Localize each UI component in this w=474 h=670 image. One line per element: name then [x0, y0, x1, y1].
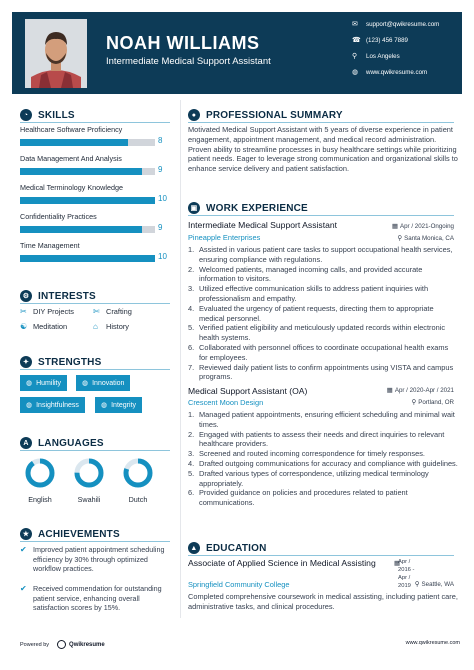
achievements-heading: ★ ACHIEVEMENTS	[20, 528, 120, 540]
candidate-role: Intermediate Medical Support Assistant	[106, 56, 271, 67]
bullet-item: 2. Welcomed patients, managed incoming calls, and provided accurate information to visitors.	[188, 264, 423, 284]
bullet-item: 6. Provided guidance on policies and procedures related to patient communications.	[188, 488, 408, 508]
achievement-text: Improved patient appointment scheduling efficiency by 30% through optimized workflow practices.	[33, 545, 165, 573]
skill-fill	[20, 226, 142, 233]
briefcase-icon: ▣	[188, 202, 200, 214]
skill-bar	[20, 139, 155, 146]
interest-item: ✂ DIY Projects	[20, 307, 74, 316]
pie-chart-icon: ◔	[20, 109, 32, 121]
skill-value: 8	[158, 136, 163, 145]
language-item	[72, 458, 106, 504]
bullet-item: 4. Drafted outgoing communications for accuracy and compliance with guidelines.	[188, 458, 458, 468]
bullet-item: 2. Engaged with patients to assess their needs and direct inquiries to relevant healthcare providers.	[188, 429, 445, 449]
skill-label: Confidentiality Practices	[20, 212, 97, 221]
job-location: ⚲ Santa Monica, CA	[397, 235, 454, 242]
strength-tag: ◍ Innovation	[76, 375, 130, 391]
skill-label: Medical Terminology Knowledge	[20, 183, 123, 192]
bullet-item: 4. Evaluated the urgency of patient requests, directing them to appropriate medical personnel.	[188, 303, 434, 323]
bullet-item: 1. Assisted in various patient care tasks to support occupational health services, ensuring compliance with regulations.	[188, 245, 453, 264]
company-name: Crescent Moon Design	[188, 398, 264, 407]
bullet-item: 5. Verified patient eligibility and meticulously updated records within electronic health systems.	[188, 323, 446, 343]
contact-website[interactable]: ◍ www.qwikresume.com	[352, 68, 428, 76]
bullet-item: 5. Drafted various types of correspondence, utilizing medical terminology appropriately.	[188, 468, 429, 488]
job-bullets	[188, 410, 458, 508]
strength-tag: ◍ Humility	[20, 375, 67, 391]
brand-logo[interactable]: Qwikresume	[57, 640, 105, 649]
achievement-item	[20, 584, 170, 613]
resume-header	[12, 12, 462, 94]
experience-heading: ▣ WORK EXPERIENCE	[188, 202, 308, 214]
qwikresume-logo-icon	[57, 640, 66, 649]
skill-value: 9	[158, 165, 163, 174]
skill-item	[20, 241, 170, 261]
job-location: ⚲ Portland, OR	[411, 399, 454, 406]
job-dates: ▦ Apr / 2021-Ongoing	[391, 223, 454, 230]
education-heading: ▲ EDUCATION	[188, 542, 267, 554]
strength-icon: ◍	[26, 380, 33, 387]
strength-icon: ◍	[82, 380, 89, 387]
bullet-item: 3. Utilized effective communication skills to address patient inquiries with professionalism and empathy.	[188, 284, 429, 303]
interest-item: ⌂ History	[93, 322, 129, 331]
languages-rule	[20, 450, 170, 451]
calendar-icon: ▦	[386, 387, 393, 394]
skill-bar	[20, 168, 155, 175]
flexed-arm-icon: ✦	[20, 356, 32, 368]
contact-email[interactable]: ✉ support@qwikresume.com	[352, 20, 440, 28]
footer-url[interactable]: www.qwikresume.com	[405, 640, 460, 646]
skill-label: Time Management	[20, 241, 80, 250]
skill-bar	[20, 255, 155, 262]
globe-icon: ◍	[352, 69, 359, 76]
job-bullets	[188, 245, 458, 382]
summary-rule	[188, 122, 454, 123]
interest-item: ✄ Crafting	[93, 307, 132, 316]
interests-rule	[20, 303, 170, 304]
bullet-item: 7. Reviewed daily patient lists to confirm appointments using VISTA and campus programs.	[188, 362, 454, 382]
language-ring	[72, 458, 106, 488]
job-title: Intermediate Medical Support Assistant	[188, 220, 338, 230]
footer	[20, 640, 105, 649]
education-dates: Apr / 2016 - Apr / 2019	[398, 559, 415, 589]
trophy-icon: ★	[20, 528, 32, 540]
strength-tag: ◍ Insightfulness	[20, 397, 85, 413]
language-label: English	[28, 495, 52, 504]
location-icon: ⚲	[397, 235, 403, 242]
contact-location: ⚲ Los Angeles	[352, 52, 400, 60]
contact-phone[interactable]: ☎ (123) 456 7889	[352, 36, 408, 44]
skill-bar	[20, 197, 155, 204]
strength-icon: ◍	[101, 402, 108, 409]
skill-item	[20, 154, 170, 174]
bullet-item: 1. Managed patient appointments, ensuring efficient scheduling and minimal wait times.	[188, 410, 455, 429]
email-icon: ✉	[352, 21, 358, 28]
column-divider	[180, 100, 181, 618]
achievement-item	[20, 545, 170, 574]
translate-icon: A	[20, 437, 32, 449]
education-rule	[188, 555, 454, 556]
language-ring	[23, 458, 57, 488]
summary-heading: ● PROFESSIONAL SUMMARY	[188, 109, 343, 121]
skill-label: Healthcare Software Proficiency	[20, 125, 123, 134]
profile-photo	[25, 19, 87, 88]
degree-title: Associate of Applied Science in Medical Assisting	[188, 558, 376, 568]
school-name: Springfield Community College	[188, 580, 290, 589]
job-dates: ▦ Apr / 2020-Apr / 2021	[386, 387, 454, 394]
strength-tag: ◍ Integrity	[95, 397, 142, 413]
skill-value: 9	[158, 223, 163, 232]
strength-icon: ◍	[26, 402, 33, 409]
powered-by-label: Powered by	[20, 641, 50, 648]
tools-icon: ✂	[20, 307, 27, 316]
user-icon: ●	[188, 109, 200, 121]
interests-heading: ⚙ INTERESTS	[20, 290, 96, 302]
location-icon: ⚲	[414, 581, 420, 588]
strengths-rule	[20, 369, 170, 370]
achievements-rule	[20, 541, 170, 542]
skill-fill	[20, 168, 142, 175]
languages-heading: A LANGUAGES	[20, 437, 104, 449]
experience-rule	[188, 215, 454, 216]
skill-fill	[20, 139, 128, 146]
calendar-icon: ▦	[394, 560, 401, 567]
job-title: Medical Support Assistant (OA)	[188, 386, 308, 396]
skill-fill	[20, 197, 155, 204]
language-item	[23, 458, 57, 504]
summary-text: Motivated Medical Support Assistant with 5 years of diverse experience in patient engagement, appointment management, and medical record administration. Proven ability to streamline processes in busy healthcare settings while prioritizing patient needs. Eager to leverage strong communication and organizational skills to enhance service delivery and patient satisfaction.	[188, 125, 458, 174]
skill-label: Data Management And Analysis	[20, 154, 122, 163]
strengths-heading: ✦ STRENGTHS	[20, 356, 101, 368]
language-label: Dutch	[128, 495, 148, 504]
achievement-text: Received commendation for outstanding patient service, enhancing overall satisfaction scores by 15%.	[33, 584, 162, 612]
scissors-icon: ✄	[93, 307, 100, 316]
check-circle-icon: ✔	[20, 545, 27, 554]
skills-rule	[20, 122, 170, 123]
interest-item: ☯ Meditation	[20, 322, 68, 331]
location-icon: ⚲	[411, 399, 417, 406]
check-circle-icon: ✔	[20, 584, 27, 593]
bullet-item: 3. Screened and routed incoming correspondence for timely responses.	[188, 449, 425, 459]
skill-fill	[20, 255, 155, 262]
skill-item	[20, 212, 170, 232]
graduation-cap-icon: ▲	[188, 542, 200, 554]
bullet-item: 6. Collaborated with personnel offices to coordinate occupational health exams for employees.	[188, 342, 449, 362]
phone-icon: ☎	[352, 37, 361, 44]
company-name: Pineapple Enterprises	[188, 233, 261, 242]
education-text: Completed comprehensive coursework in medical assisting, including patient care, administrative tasks, and clinical procedures.	[188, 592, 458, 611]
skill-value: 10	[158, 194, 167, 203]
museum-icon: ⌂	[93, 322, 98, 331]
meditation-icon: ☯	[20, 322, 28, 331]
skill-item	[20, 125, 170, 145]
skill-value: 10	[158, 252, 167, 261]
language-item	[121, 458, 155, 504]
language-label: Swahili	[77, 495, 101, 504]
candidate-name: NOAH WILLIAMS	[106, 33, 260, 53]
contact-list	[352, 16, 462, 80]
skills-heading: ◔ SKILLS	[20, 109, 75, 121]
education-location: ⚲ Seattle, WA	[414, 581, 454, 588]
bicycle-icon: ⚙	[20, 290, 32, 302]
location-icon: ⚲	[352, 53, 358, 60]
calendar-icon: ▦	[391, 223, 398, 230]
language-ring	[121, 458, 155, 488]
skill-bar	[20, 226, 155, 233]
skill-item	[20, 183, 170, 203]
language-ring-arc	[28, 461, 52, 485]
